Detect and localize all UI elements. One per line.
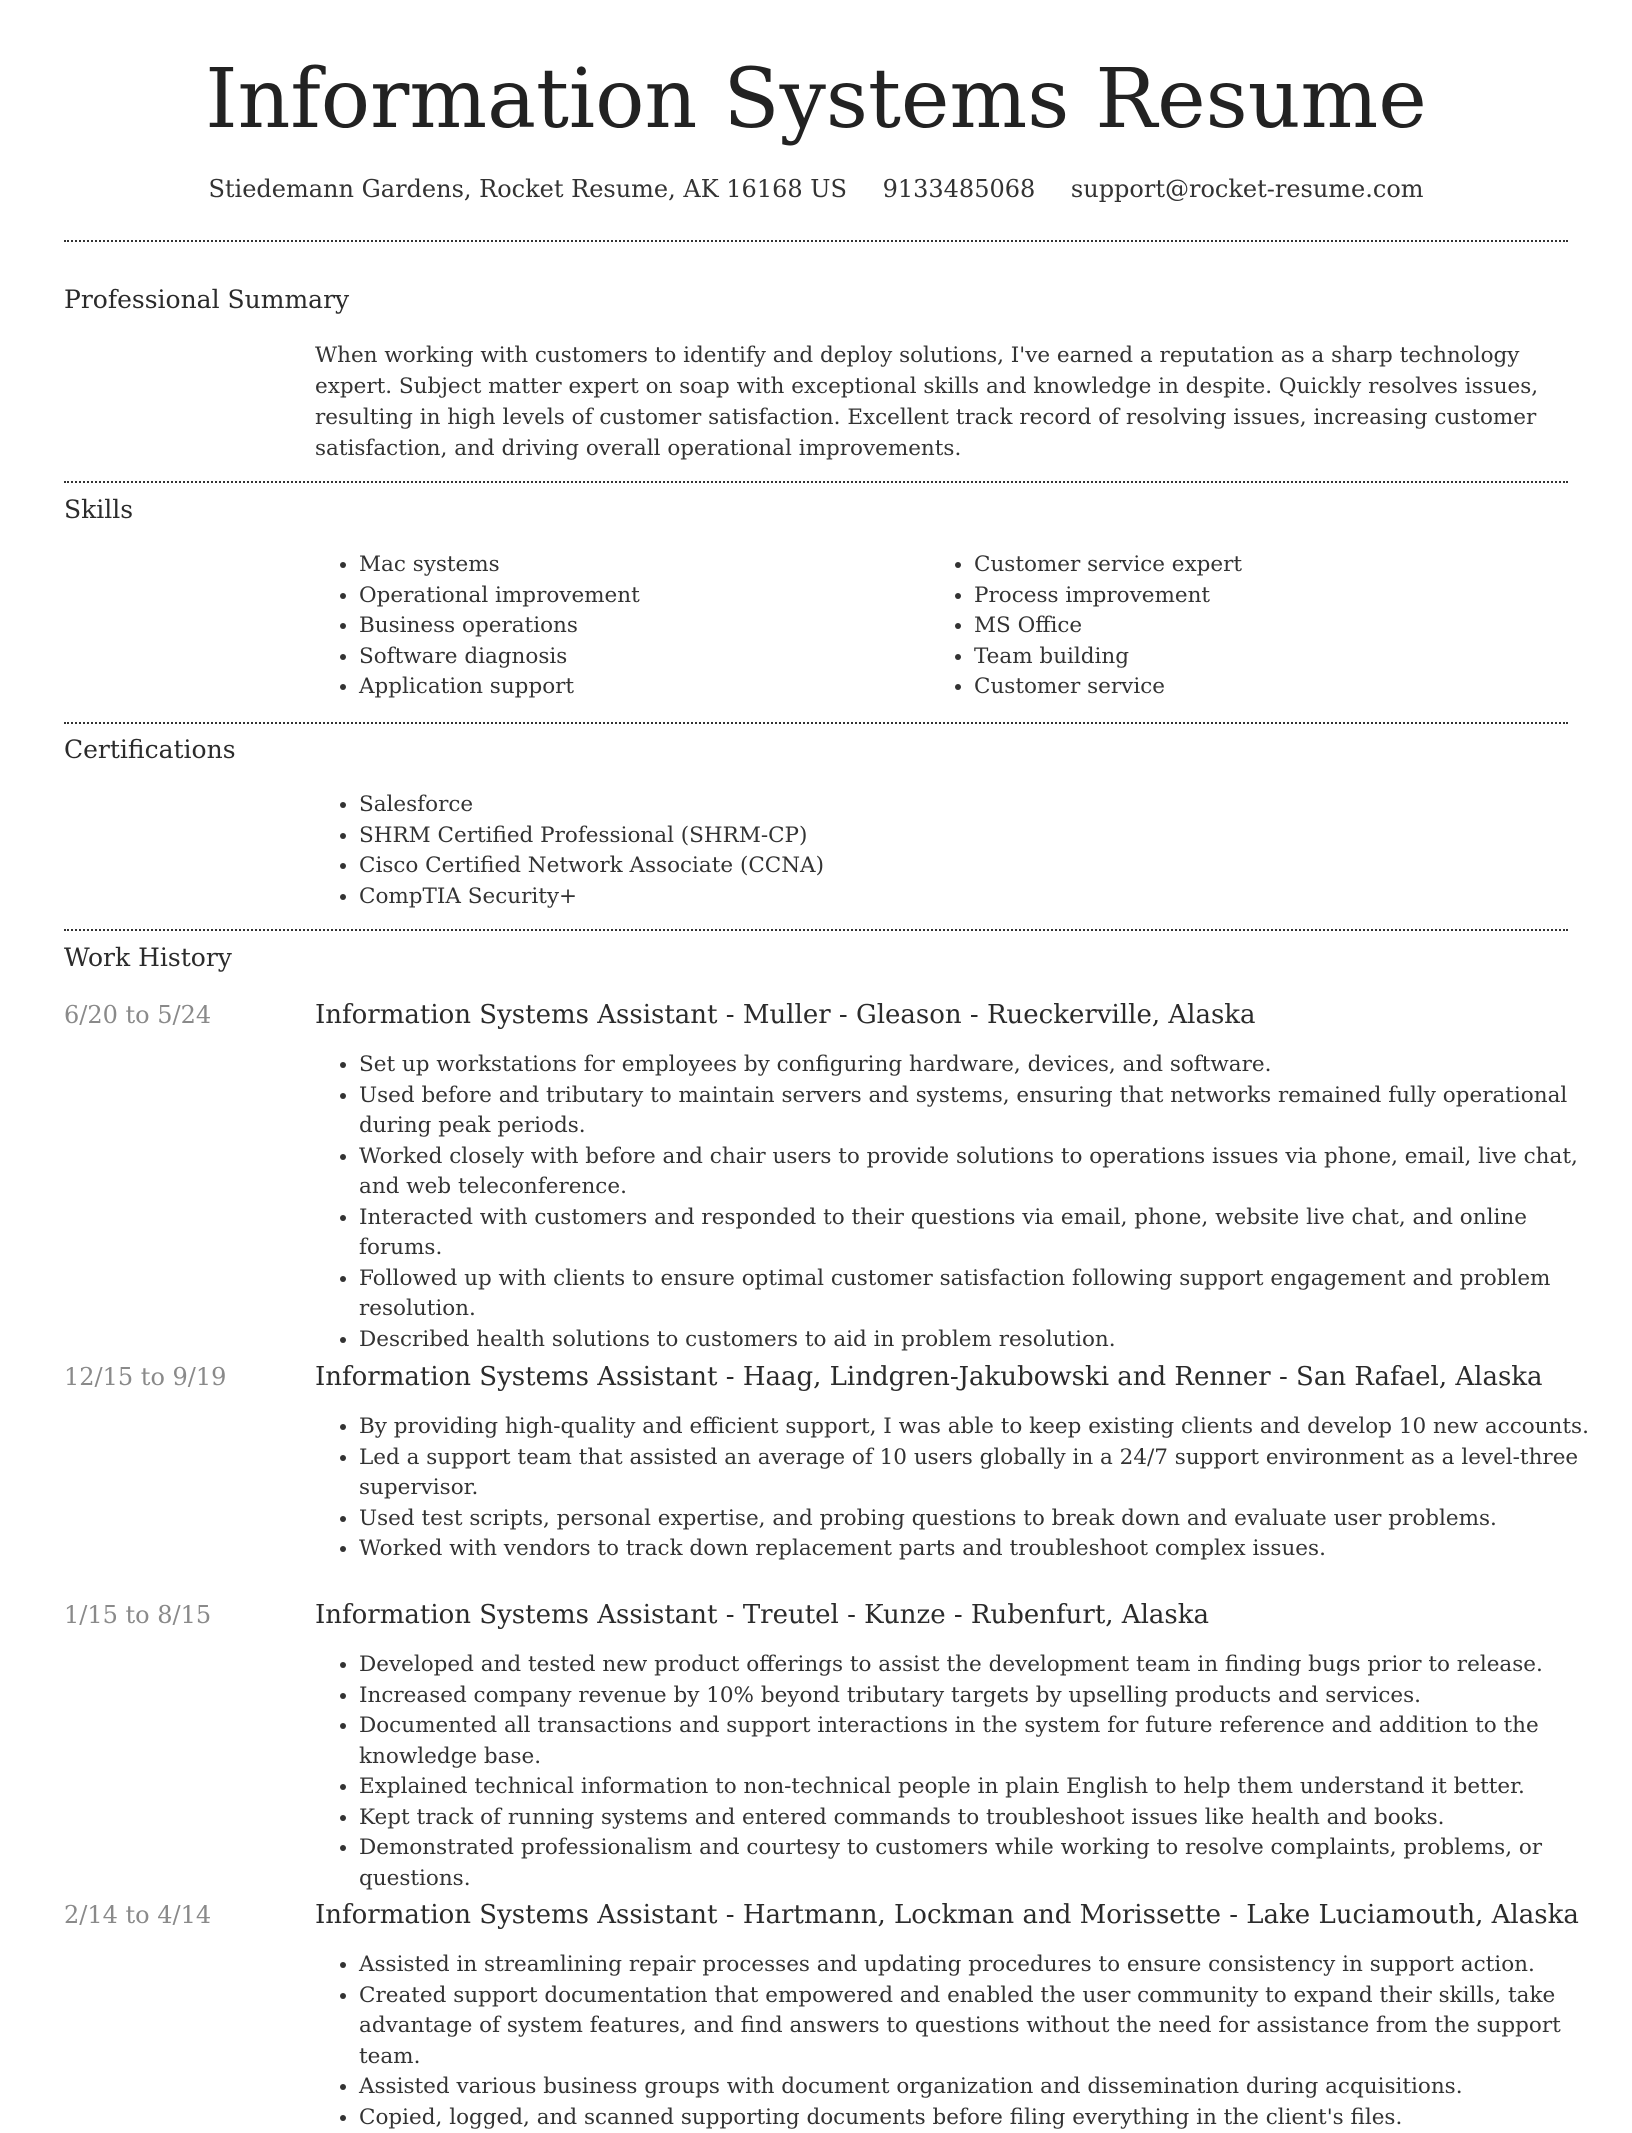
resume-title: Information Systems Resume [0,52,1632,148]
contact-address: Stiedemann Gardens, Rocket Resume, AK 16168 US [208,175,846,203]
job-bullets [315,1650,1609,1894]
certifications-heading: Certifications [64,732,236,768]
divider [64,929,1568,931]
job-dates: 1/15 to 8/15 [64,1598,211,1632]
job-bullet: • Documented all transactions and support interactions in the system for future reference and addition to the knowledge base. [359,1711,1609,1772]
contact-email: support@rocket-resume.com [1071,175,1424,203]
summary-heading: Professional Summary [64,282,349,318]
job-bullet: • Worked closely with before and chair users to provide solutions to operations issues via phone, email, live chat, and web teleconference. [359,1142,1609,1203]
skill-item: • Customer service expert [974,550,1574,581]
work-history-heading: Work History [64,940,232,976]
job-title: Information Systems Assistant - Hartmann, Lockman and Morissette - Lake Luciamouth, Alaska [315,1898,1579,1932]
contact-line [0,172,1632,206]
skill-item: • Business operations [359,611,919,642]
job-bullets [315,1050,1609,1355]
contact-phone: 9133485068 [883,175,1036,203]
job-bullet: • Interacted with customers and responded to their questions via email, phone, website live chat, and online forums. [359,1203,1609,1264]
job-dates: 12/15 to 9/19 [64,1360,226,1394]
skill-item: • Team building [974,642,1574,673]
job-title: Information Systems Assistant - Treutel - Kunze - Rubenfurt, Alaska [315,1598,1209,1632]
job-bullets [315,1412,1609,1565]
skill-item: • MS Office [974,611,1574,642]
skill-item: • Operational improvement [359,581,919,612]
divider [64,481,1568,483]
job-bullet: • Led a support team that assisted an average of 10 users globally in a 24/7 support environment as a level-three supervisor. [359,1443,1609,1504]
divider [64,240,1568,242]
job-bullet: • Worked with vendors to track down replacement parts and troubleshoot complex issues. [359,1534,1609,1565]
job-title: Information Systems Assistant - Haag, Lindgren-Jakubowski and Renner - San Rafael, Alaska [315,1360,1543,1394]
job-bullet: • Described health solutions to customers to aid in problem resolution. [359,1325,1609,1356]
job-bullet: • Assisted in streamlining repair processes and updating procedures to ensure consistency in support action. [359,1950,1609,1981]
job-bullet: • Used before and tributary to maintain servers and systems, ensuring that networks remained fully operational during peak periods. [359,1081,1609,1142]
job-dates: 2/14 to 4/14 [64,1898,211,1932]
job-dates: 6/20 to 5/24 [64,998,211,1032]
certification-item: • Cisco Certified Network Associate (CCNA) [359,851,1559,882]
job-bullet: • Kept track of running systems and entered commands to troubleshoot issues like health and books. [359,1803,1609,1834]
job-bullet: • Created support documentation that empowered and enabled the user community to expand their skills, take advantage of system features, and find answers to questions without the need for assistance from the support team. [359,1981,1609,2073]
skill-item: • Mac systems [359,550,919,581]
job-bullet: • Set up workstations for employees by configuring hardware, devices, and software. [359,1050,1609,1081]
skills-heading: Skills [64,492,133,528]
skill-item: • Customer service [974,672,1574,703]
job-bullet: • Assisted various business groups with document organization and dissemination during acquisitions. [359,2072,1609,2103]
summary-text: When working with customers to identify and deploy solutions, I've earned a reputation as a sharp technology expert. Subject matter expert on soap with exceptional skills and knowledge in despite. Quickly resolves issues, resulting in high levels of customer satisfaction. Excellent track record of resolving issues, increasing customer satisfaction, and driving overall operational improvements. [315,340,1565,464]
skill-item: • Application support [359,672,919,703]
job-bullet: • Explained technical information to non-technical people in plain English to help them understand it better. [359,1772,1609,1803]
certifications-list [315,790,1559,912]
job-bullets [315,1950,1609,2133]
job-bullet: • Copied, logged, and scanned supporting documents before filing everything in the client's files. [359,2103,1609,2133]
divider [64,722,1568,724]
skills-list-left [315,550,919,703]
job-bullet: • Followed up with clients to ensure optimal customer satisfaction following support engagement and problem resolution. [359,1264,1609,1325]
job-title: Information Systems Assistant - Muller - Gleason - Rueckerville, Alaska [315,998,1256,1032]
certification-item: • CompTIA Security+ [359,882,1559,913]
skills-list-right [930,550,1574,703]
job-bullet: • By providing high-quality and efficient support, I was able to keep existing clients and develop 10 new accounts. [359,1412,1609,1443]
job-bullet: • Developed and tested new product offerings to assist the development team in finding bugs prior to release. [359,1650,1609,1681]
certification-item: • Salesforce [359,790,1559,821]
job-bullet: • Demonstrated professionalism and courtesy to customers while working to resolve complaints, problems, or questions. [359,1833,1609,1894]
job-bullet: • Used test scripts, personal expertise, and probing questions to break down and evaluate user problems. [359,1504,1609,1535]
job-bullet: • Increased company revenue by 10% beyond tributary targets by upselling products and services. [359,1681,1609,1712]
certification-item: • SHRM Certified Professional (SHRM-CP) [359,821,1559,852]
skill-item: • Software diagnosis [359,642,919,673]
skill-item: • Process improvement [974,581,1574,612]
